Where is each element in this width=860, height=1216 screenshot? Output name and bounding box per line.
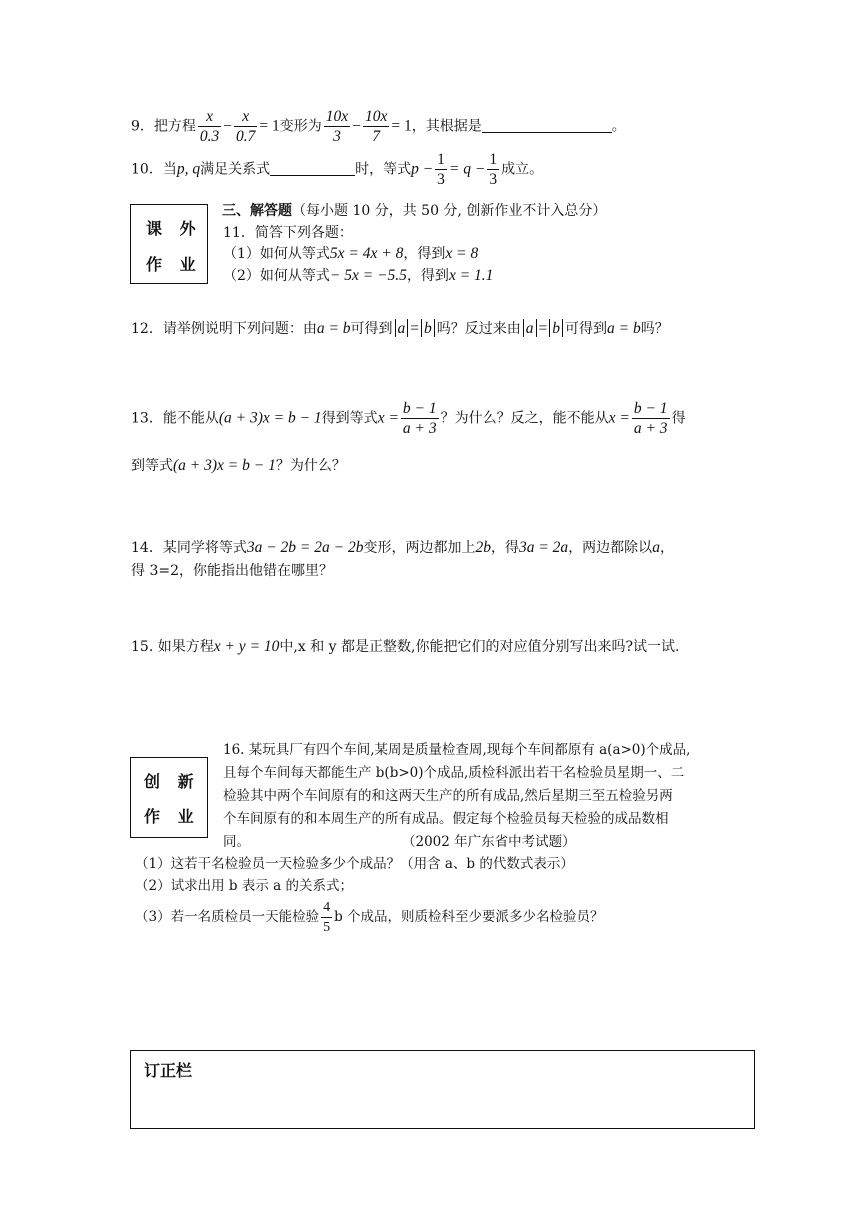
box-label-line2: 作 业 — [144, 807, 200, 826]
question-16-sub2: （2）试求出用 b 表示 a 的关系式； — [135, 878, 353, 894]
question-15: 15. 如果方程x + y = 10中,x 和 y 都是正整数,你能把它们的对应值分别写出来吗?试一试. — [131, 638, 680, 655]
question-11-part1: （1）如何从等式5x = 4x + 8，得到x = 8 — [223, 245, 479, 262]
question-16-line1: 16. 某玩具厂有四个车间,某周是质量检查周,现每个车间都原有 a(a>0)个成品, — [223, 742, 691, 758]
question-16-sub3: （3）若一名质检员一天能检验 $\frac{4}{5}$ b 个成品，则质检科至少要派多少名检验员？ — [135, 900, 604, 935]
answer-blank[interactable] — [482, 118, 612, 133]
question-14-line1: 14．某同学将等式3a − 2b = 2a − 2b变形，两边都加上2b，得3a = 2a，两边都除以a， — [131, 539, 674, 556]
question-16-line2: 且每个车间每天都能生产 b(b>0)个成品,质检科派出若干名检验员星期一、二 — [223, 765, 685, 781]
correction-title: 订正栏 — [144, 1061, 193, 1080]
question-11-title: 11．简答下列各题： — [223, 225, 353, 241]
question-16-line3: 检验其中两个车间原有的和这两天生产的所有成品,然后星期三至五检验另两 — [223, 788, 673, 804]
question-11-part2: （2）如何从等式− 5x = −5.5，得到x = 1.1 — [223, 267, 494, 284]
question-16-source: （2002 年广东省中考试题） — [402, 834, 576, 850]
answer-blank[interactable] — [270, 161, 355, 176]
correction-box[interactable] — [130, 1050, 755, 1129]
question-10: 10．当p, q满足关系式 时，等式p − $\frac{1}{3}$ = q − $\frac{1}{3}$ 成立。 — [131, 151, 544, 188]
question-12: 12．请举例说明下列问题：由a = b可得到 a = b 吗？反过来由 a = b 可得到a = b吗？ — [131, 320, 669, 337]
question-16-line5: 同。 — [223, 834, 250, 850]
box-label-line1: 创 新 — [144, 772, 200, 791]
question-14-line2: 得 3=2，你能指出他错在哪里？ — [131, 563, 333, 579]
question-13-line2: 到等式(a + 3)x = b − 1？为什么？ — [131, 457, 346, 474]
section-heading: 三、解答题（每小题 10 分，共 50 分, 创新作业不计入总分） — [222, 203, 607, 219]
box-label-line2: 作 业 — [146, 255, 202, 274]
question-16-sub1: （1）这若干名检验员一天检验多少个成品？（用含 a、b 的代数式表示） — [135, 856, 574, 872]
box-label-line1: 课 外 — [146, 219, 202, 238]
question-13-line1: 13．能不能从(a + 3)x = b − 1得到等式x = $\frac{b - 1}{a + 3}$ ？为什么？反之，能不能从x = $\frac{b - 1}{a + 3}$ 得 — [131, 400, 686, 437]
question-16-line4: 个车间原有的和本周生产的所有成品。假定每个检验员每天检验的成品数相 — [223, 811, 669, 827]
question-9: 9．把方程 $\frac{x}{0.3}$ − $\frac{x}{0.7}$ = 1变形为 $\frac{10x}{3}$ − $\frac{10x}{7}$ = 1，其根据是 。 — [131, 108, 626, 145]
